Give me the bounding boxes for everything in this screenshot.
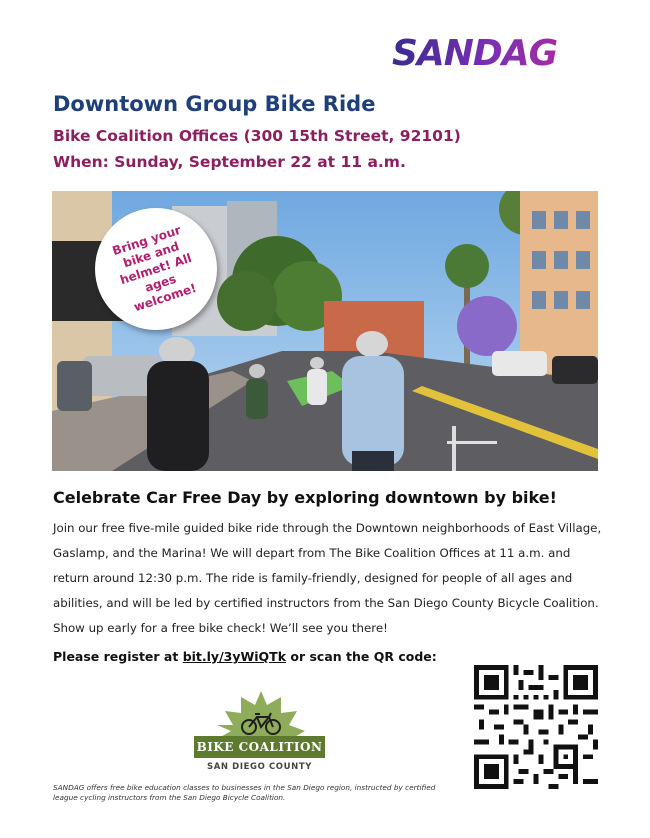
sticker-text: Bring your bike and helmet! All ages welcome!	[110, 222, 199, 314]
sticker-badge	[95, 208, 217, 330]
qr-code[interactable]	[474, 665, 598, 789]
register-line	[53, 649, 437, 664]
event-location: Bike Coalition Offices (300 15th Street, 92101)	[53, 127, 461, 145]
coalition-name: BIKE COALITION	[194, 736, 325, 758]
section-headline: Celebrate Car Free Day by exploring downtown by bike!	[53, 488, 557, 507]
footer-note: SANDAG offers free bike education classes to businesses in the San Diego region, instructed by certified league cycling instructors from the San Diego Bicycle Coalition.	[53, 783, 436, 802]
event-date-time: When: Sunday, September 22 at 11 a.m.	[53, 153, 406, 171]
register-prefix: Please register at	[53, 649, 183, 664]
register-link[interactable]: bit.ly/3yWiQTk	[182, 649, 287, 664]
sandag-logo: SANDAG	[392, 34, 612, 74]
coalition-subtitle: SAN DIEGO COUNTY	[207, 762, 312, 772]
register-suffix: or scan the QR code:	[286, 649, 437, 664]
page-title: Downtown Group Bike Ride	[53, 92, 376, 116]
event-description: Join our free five-mile guided bike ride through the Downtown neighborhoods of East Village, Gaslamp, and the Marina! We will depart from The Bike Coalition Offices at 11 a.m. and return around 12:30 p.m. The ride is family-friendly, designed for people of all ages and abilities, and will be led by certified instructors from the San Diego County Bicycle Coalition. Show up early for a free bike check! We’ll see you there!	[53, 521, 602, 635]
